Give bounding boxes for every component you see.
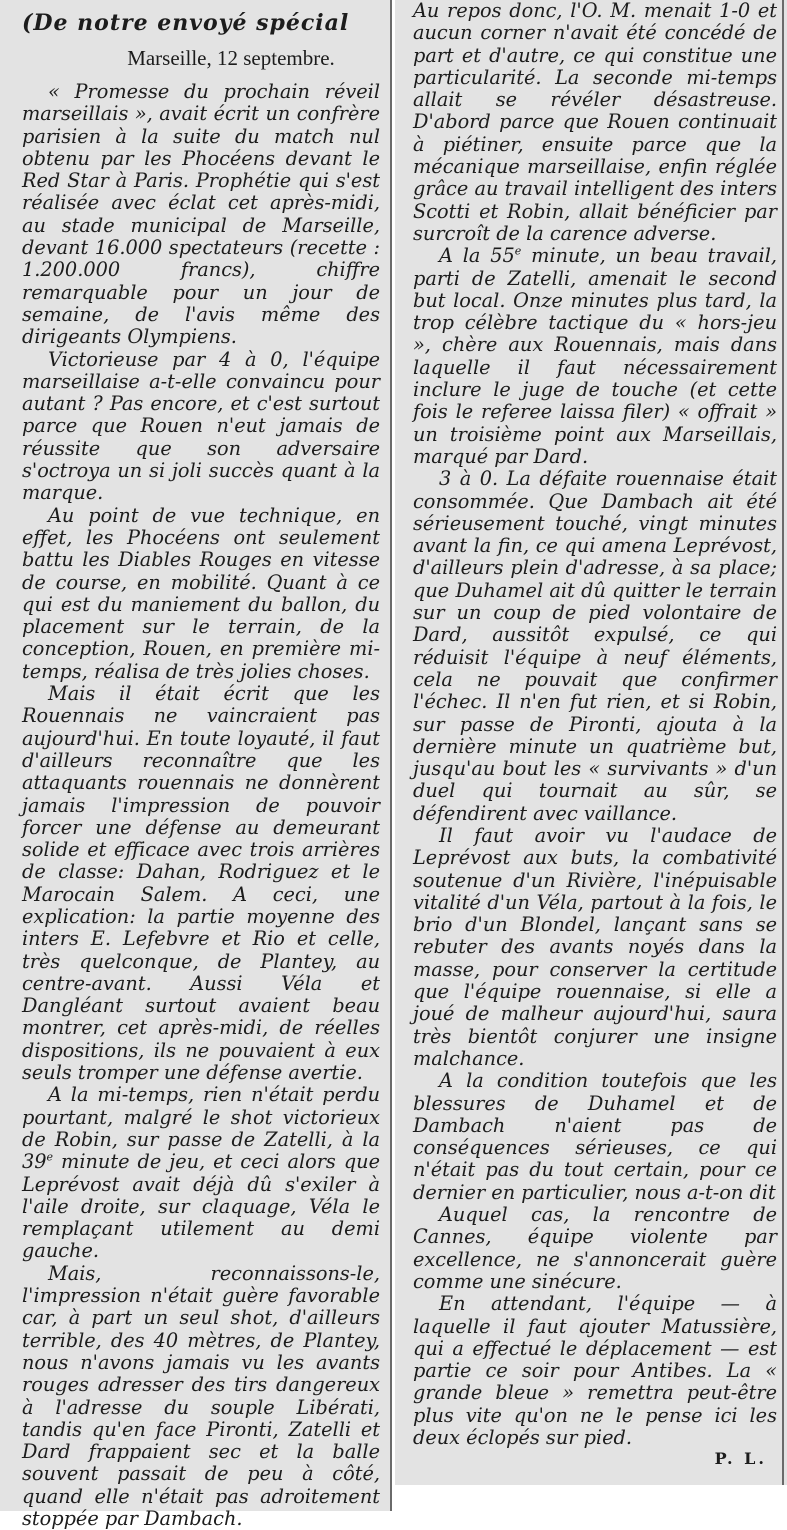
paragraph: Il faut avoir vu l'audace de Leprévost aux buts, la combativité soutenue d'un Rivière, l'inépuisable vitalité d'un Véla, partout à la fois, le brio d'un Blondel, lançant sans se rebuter des avants noyés dans la masse, pour conserver la certitude que l'équipe rouennaise, si elle a joué de malheur aujourd'hui, saura très bientôt conjurer une insigne malchance.: [413, 823, 777, 1070]
paragraph: A la condition toutefois que les blessures de Duhamel et de Dambach n'aient pas de conséquences sérieuses, ce qui n'était pas du tout certain, pour ce dernier en particulier, nous a-t-on dit: [413, 1069, 777, 1204]
paragraph: A la 55e minute, un beau travail, parti de Zatelli, amenait le second but local. Onze minutes plus tard, la trop célèbre tactique du « hors-jeu », chère aux Rouennais, mais dans laquelle il faut nécessairement inclure le juge de touche (et cette fois le referee laissa filer) « offrait » un troisième point aux Marseillais, marqué par Dard.: [413, 244, 777, 468]
column-rule: [390, 0, 392, 1511]
paragraph: « Promesse du prochain réveil marseillais », avait écrit un confrère parisien à la suite du match nul obtenu par les Phocéens devant le Red Star à Paris. Prophétie qui s'est réalisée avec éclat cet après-midi, au stade municipal de Marseille, devant 16.000 spectateurs (recette : 1.200.000 francs), chiffre remarquable pour un jour de semaine, de l'avis même des dirigeants Olympiens.: [22, 80, 380, 349]
dateline: Marseille, 12 septembre.: [127, 46, 335, 70]
paragraph: 3 à 0. La défaite rouennaise était consommée. Que Dambach ait été sérieusement touché, vingt minutes avant la fin, ce qui amena Leprévost, d'ailleurs plein d'adresse, à sa place; que Duhamel ait dû quitter le terrain sur un coup de pied volontaire de Dard, aussitôt expulsé, ce qui réduisit l'équipe à neuf éléments, cela ne pouvait que confirmer l'échec. Il n'en fut rien, et si Robin, sur passe de Pironti, ajouta à la dernière minute un quatrième but, jusqu'au bout les « survivants » d'un duel qui tournait au sûr, se défendirent avec vaillance.: [413, 467, 777, 825]
article-column-right: [395, 0, 787, 1485]
column-rule: [782, 0, 784, 1485]
paragraph: A la mi-temps, rien n'était perdu pourtant, malgré le shot victorieux de Robin, sur passe de Zatelli, à la 39e minute de jeu, et ceci alors que Leprévost avait déjà dû s'exiler à l'aile droite, sur claquage, Véla le remplaçant utilement au demi gauche.: [22, 1083, 380, 1263]
paragraph: Au point de vue technique, en effet, les Phocéens ont seulement battu les Diables Rouges en vitesse de course, en mobilité. Quant à ce qui est du maniement du ballon, du placement sur le terrain, de la conception, Rouen, en première mi-temps, réalisa de très jolies choses.: [22, 503, 380, 683]
paragraph: En attendant, l'équipe — à laquelle il faut ajouter Matussière, qui a effectué le déplacement — est partie ce soir pour Antibes. La « grande bleue » remettra peut-être plus vite qu'on ne le pense ici les deux éclopés sur pied.: [413, 1292, 777, 1449]
paragraph: Mais, reconnaissons-le, l'impression n'était guère favorable car, à part un seul shot, d'ailleurs terrible, des 40 mètres, de Plantey, nous n'avons jamais vu les avants rouges adresser des tirs dangereux à l'adresse du souple Libérati, tandis qu'en face Pironti, Zatelli et Dard frappaient sec et la balle souvent passait de peu à côté, quand elle n'était pas adroitement stoppée par Dambach.: [22, 1261, 380, 1530]
article-heading: (De notre envoyé spécial: [22, 10, 350, 36]
paragraph: Victorieuse par 4 à 0, l'équipe marseillaise a-t-elle convaincu pour autant ? Pas encore, et c'est surtout parce que Rouen n'eut jamais de réussite que son adversaire s'octroya un si joli succès quant à la marque.: [22, 347, 380, 505]
article-column-left: [0, 0, 390, 1530]
paragraph: Mais il était écrit que les Rouennais ne vaincraient pas aujourd'hui. En toute loyauté, il faut d'ailleurs reconnaître que les attaquants rouennais ne donnèrent jamais l'impression de pouvoir forcer une défense au demeurant solide et efficace avec trois arrières de classe: Dahan, Rodriguez et le Marocain Salem. A ceci, une explication: la partie moyenne des inters E. Lefebvre et Rio et celle, très quelconque, de Plantey, au centre-avant. Aussi Véla et Dangléant surtout avaient beau montrer, cet après-midi, de réelles dispositions, ils ne pouvaient à eux seuls tromper une défense avertie.: [22, 682, 380, 1085]
paragraph: Auquel cas, la rencontre de Cannes, équipe violente par excellence, ne s'annoncerait guère comme une sinécure.: [413, 1203, 777, 1293]
paragraph: Au repos donc, l'O. M. menait 1-0 et aucun corner n'avait été concédé de part et d'autre, ce qui constitue une particularité. La seconde mi-temps allait se révéler désastreuse. D'abord parce que Rouen continuait à piétiner, ensuite parce que la mécanique marseillaise, enfin réglée grâce au travail intelligent des inters Scotti et Robin, allait bénéficier par surcroît de la carence adverse.: [413, 0, 777, 245]
signature: P. L.: [714, 1449, 767, 1469]
